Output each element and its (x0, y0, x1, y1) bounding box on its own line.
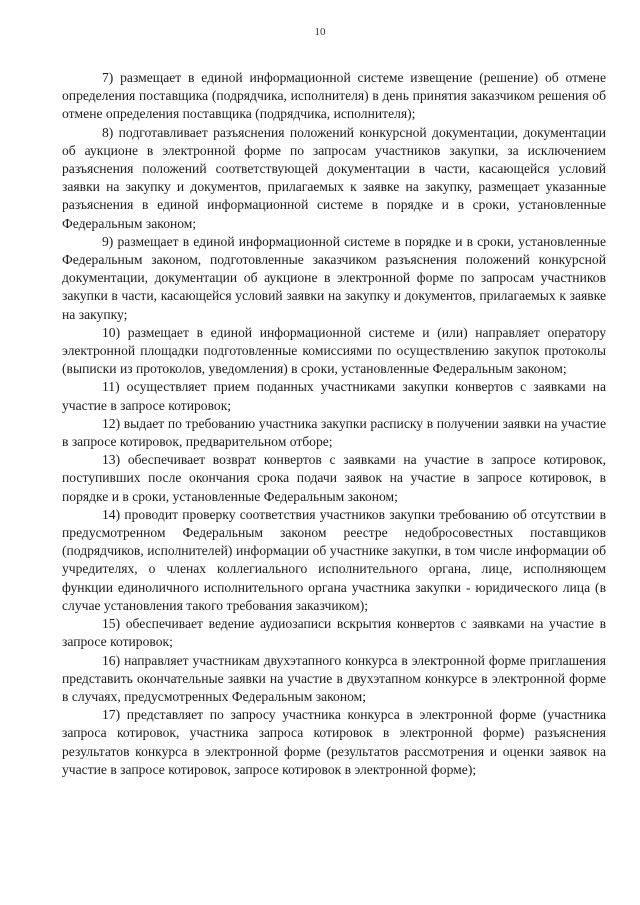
list-item-10: 10) размещает в единой информационной системе и (или) направляет оператору электронной площадки подготовленные комиссиями по осуществлению закупок протоколы (выписки из протоколов, уведомления) в сроки, установленные Федеральным законом; (62, 324, 606, 377)
list-item-14: 14) проводит проверку соответствия участников закупки требованию об отсутствии в предусмотренном Федеральным законом реестре недобросовестных поставщиков (подрядчиков, исполнителей) информации об участнике закупки, в том числе информации об учредителях, о членах коллегиального исполнительного органа, лице, исполняющем функции единоличного исполнительного органа участника закупки - юридического лица (в случае установления такого требования заказчиком); (62, 506, 606, 613)
list-item-17: 17) представляет по запросу участника конкурса в электронной форме (участника запроса котировок, участника запроса котировок в электронной форме) разъяснения результатов конкурса в электронной форме (результатов рассмотрения и оценки заявок на участие в запросе котировок, запросе котировок в электронной форме); (62, 707, 606, 777)
list-item-15: 15) обеспечивает ведение аудиозаписи вскрытия конвертов с заявками на участие в запросе котировок; (62, 616, 606, 650)
list-item-8: 8) подготавливает разъяснения положений конкурсной документации, документации об аукционе в электронной форме по запросам участников закупки, за исключением разъяснения положений соответствующей документации в части, касающейся условий заявки на закупку и документов, прилагаемых к заявке на закупку, размещает указанные разъяснения в единой информационной системе в порядке и в сроки, установленные Федеральным законом; (62, 124, 606, 231)
document-body (62, 69, 606, 779)
list-item-9: 9) размещает в единой информационной системе в порядке и в сроки, установленные Федеральным законом, подготовленные заказчиком разъяснения положений конкурсной документации, документации об аукционе в электронной форме по запросам участников закупки в части, касающейся условий заявки на закупку и документов, прилагаемых к заявке на закупку; (62, 233, 606, 322)
list-item-11: 11) осуществляет прием поданных участниками закупки конвертов с заявками на участие в запросе котировок; (62, 379, 606, 413)
list-item-12: 12) выдает по требованию участника закупки расписку в получении заявки на участие в запросе котировок, предварительном отборе; (62, 415, 606, 450)
list-item-7: 7) размещает в единой информационной системе извещение (решение) об отмене определения поставщика (подрядчика, исполнителя) в день принятия заказчиком решения об отмене определения поставщика (подрядчика, исполнителя); (62, 70, 606, 122)
list-item-13: 13) обеспечивает возврат конвертов с заявками на участие в запросе котировок, поступивших после окончания срока подачи заявок на участие в запросе котировок, в порядке и в сроки, установленные Федеральным законом; (62, 452, 606, 504)
page-number: 10 (314, 26, 326, 38)
list-item-16: 16) направляет участникам двухэтапного конкурса в электронной форме приглашения представить окончательные заявки на участие в двухэтапном конкурсе в электронной форме в случаях, предусмотренных Федеральным законом; (62, 652, 606, 704)
